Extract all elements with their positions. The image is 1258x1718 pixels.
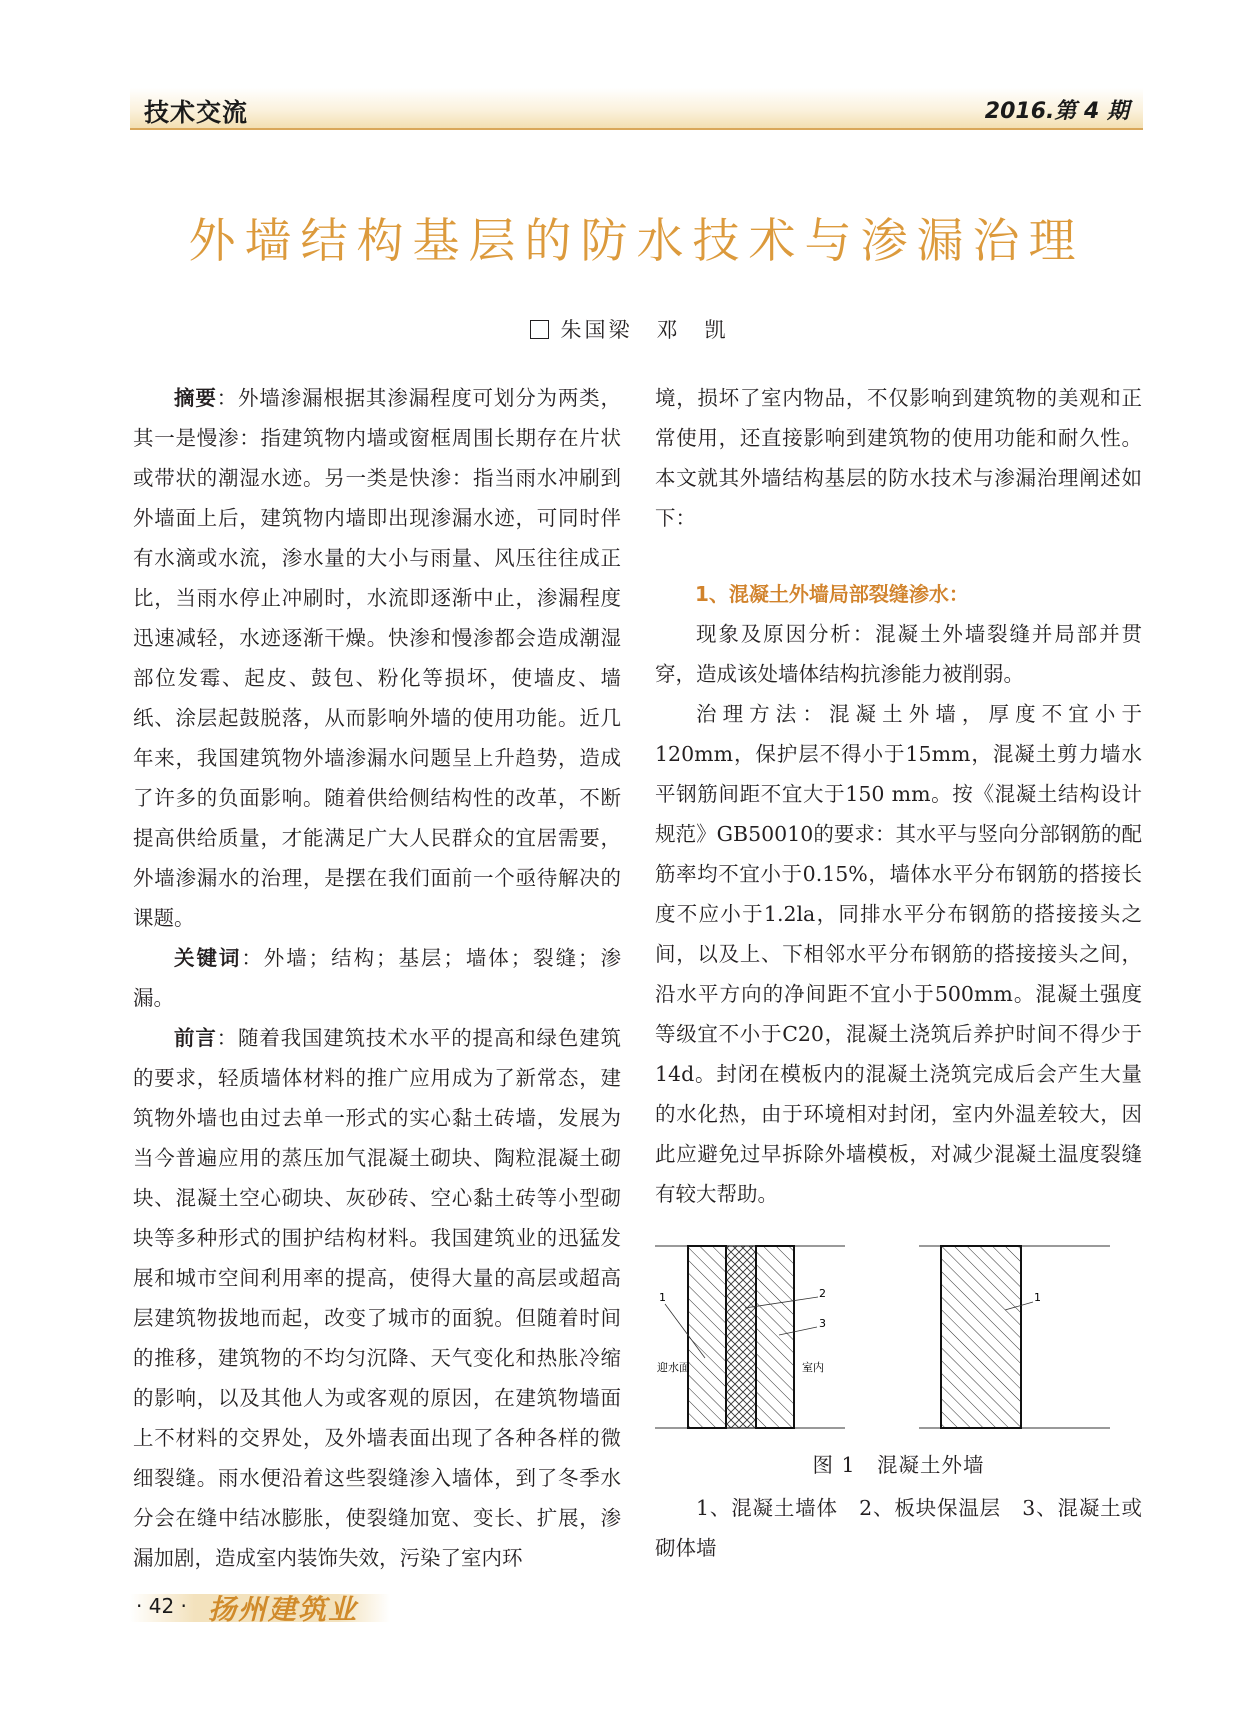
keywords-text: ：外墙；结构；基层；墙体；裂缝；渗漏。: [133, 946, 622, 1010]
preface-text: ：随着我国建筑技术水平的提高和绿色建筑的要求，轻质墙体材料的推广应用成为了新常态，建筑物外墙也由过去单一形式的实心黏土砖墙，发展为当今普遍应用的蒸压加气混凝土砌块、陶粒混凝土砌块、混凝土空心砌块、灰砂砖、空心黏土砖等小型砌块等多种形式的围护结构材料。我国建筑业的迅猛发展和城市空间利用率的提高，使得大量的高层或超高层建筑物拔地而起，改变了城市的面貌。但随着时间的推移，建筑物的不均匀沉降、天气变化和热胀冷缩的影响，以及其他人为或客观的原因，在建筑物墙面上不材料的交界处，及外墙表面出现了各种各样的微细裂缝。雨水便沿着这些裂缝渗入墙体，到了冬季水分会在缝中结冰膨胀，使裂缝加宽、变长、扩展，渗漏加剧，造成室内装饰失效，污染了室内环: [133, 1026, 622, 1570]
preface-label: 前言: [174, 1026, 217, 1050]
figure-caption: 图 1 混凝土外墙: [812, 1453, 985, 1477]
section-label: 技术交流: [144, 98, 249, 127]
analysis-paragraph: 现象及原因分析：混凝土外墙裂缝并局部并贯穿，造成该处墙体结构抗渗能力被削弱。: [655, 622, 1142, 686]
running-header: [130, 88, 1143, 130]
square-icon: [530, 320, 549, 339]
author-line: [0, 314, 1258, 344]
issue-label: 2016.第 4 期: [984, 99, 1129, 124]
callout-label: 2: [819, 1287, 826, 1300]
article-title: 外墙结构基层的防水技术与渗漏治理: [188, 214, 1085, 269]
inner-wall-layer: [756, 1246, 794, 1428]
left-column: [133, 378, 621, 1578]
inside-label: 室内: [802, 1361, 824, 1374]
keywords-label: 关键词: [174, 946, 242, 970]
concrete-wall-layer: [941, 1246, 1021, 1428]
wall-section-diagram: [655, 1240, 1142, 1440]
continued-paragraph: 境，损坏了室内物品，不仅影响到建筑物的美观和正常使用，还直接影响到建筑物的使用功能和耐久性。本文就其外墙结构基层的防水技术与渗漏治理阐述如下：: [655, 386, 1142, 530]
right-column: [655, 378, 1142, 1214]
abstract-label: 摘要: [174, 386, 217, 410]
abstract-text: ：外墙渗漏根据其渗漏程度可划分为两类，其一是慢渗：指建筑物内墙或窗框周围长期存在片状或带状的潮湿水迹。另一类是快渗：指当雨水冲刷到外墙面上后，建筑物内墙即出现渗漏水迹，可同时伴有水滴或水流，渗水量的大小与雨量、风压往往成正比，当雨水停止冲刷时，水流即逐渐中止，渗漏程度迅速减轻，水迹逐渐干燥。快渗和慢渗都会造成潮湿部位发霉、起皮、鼓包、粉化等损坏，使墙皮、墙纸、涂层起鼓脱落，从而影响外墙的使用功能。近几年来，我国建筑物外墙渗漏水问题呈上升趋势，造成了许多的负面影响。随着供给侧结构性的改革，不断提高供给质量，才能满足广大人民群众的宜居需要，外墙渗漏水的治理，是摆在我们面前一个亟待解决的课题。: [133, 386, 622, 930]
callout-label: 1: [659, 1291, 666, 1304]
journal-logo: 扬州建筑业: [208, 1593, 359, 1626]
keywords-paragraph: [133, 938, 621, 1018]
figure-legend: 1、混凝土墙体 2、板块保温层 3、混凝土或砌体墙: [655, 1496, 1142, 1560]
page-footer: [130, 1588, 390, 1626]
concrete-wall-layer: [688, 1246, 726, 1428]
insulation-layer: [726, 1246, 756, 1428]
outside-label: 迎水面: [657, 1361, 690, 1374]
method-paragraph: 治理方法：混凝土外墙，厚度不宜小于120mm，保护层不得小于15mm，混凝土剪力墙水平钢筋间距不宜大于150 mm。按《混凝土结构设计规范》GB50010的要求：其水平与竖向分部钢筋的配筋率均不宜小于0.15%，墙体水平分布钢筋的搭接长度不应小于1.2la，同排水平分布钢筋的搭接接头之间，以及上、下相邻水平分布钢筋的搭接接头之间，沿水平方向的净间距不宜小于500mm。混凝土强度等级宜不小于C20，混凝土浇筑后养护时间不得少于14d。封闭在模板内的混凝土浇筑完成后会产生大量的水化热，由于环境相对封闭，室内外温差较大，因此应避免过早拆除外墙模板，对减少混凝土温度裂缝有较大帮助。: [655, 702, 1142, 1206]
callout-label: 3: [819, 1317, 826, 1330]
section-heading: 1、混凝土外墙局部裂缝渗水：: [695, 582, 969, 606]
abstract-paragraph: [133, 378, 621, 938]
author-names: 朱国梁 邓 凯: [560, 318, 729, 342]
preface-paragraph: [133, 1018, 621, 1578]
page-number: · 42 ·: [136, 1594, 187, 1618]
callout-label: 1: [1034, 1291, 1041, 1304]
